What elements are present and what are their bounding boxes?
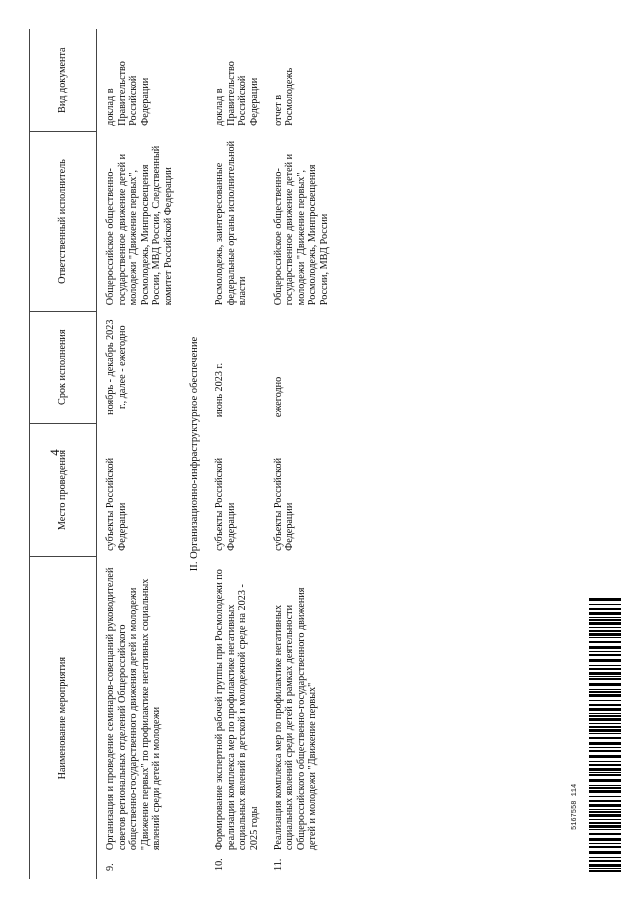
row-place: субъекты Российской Федерации [272, 457, 296, 551]
row-responsible: Общероссийское общественно-государственное движение детей и молодежи "Движение первых", Росмолодежь, Минпросвещения России, МВД России [272, 153, 330, 306]
row-name: Организация и проведение семинаров-совещаний руководителей советов региональных отделений Общероссийского общественно-государственного движения детей и молодежи "Движение первых" по профилактике негативных социальных явлений среди детей и молодежи [105, 567, 163, 851]
row-number: 11. [272, 858, 284, 871]
section-title: II. Организационно-инфраструктурное обеспечение [188, 336, 200, 572]
column-header-doc: Вид документа [30, 29, 97, 132]
row-deadline: ноябрь - декабрь 2023 г., далее - ежегодно [105, 319, 128, 415]
row-number: 9. [105, 863, 116, 871]
section-row [179, 29, 207, 879]
row-name: Формирование экспертной рабочей группы при Росмолодежи по реализации комплекса мер по профилактике негативных социальных явлений в детской и молодежной среде на 2023 - 2025 годы [214, 569, 260, 851]
table-row [206, 29, 264, 879]
row-responsible: Общероссийское общественно-государственное движение детей и молодежи "Движение первых", Росмолодежь, Минпросвещения России, МВД России, Следственный комитет Российской Федерации [105, 145, 174, 306]
row-responsible: Росмолодежь, заинтересованные федеральные органы исполнительной власти [214, 140, 249, 306]
page-number: 4 [47, 449, 62, 456]
barcode-image [589, 598, 621, 873]
measures-table [29, 29, 335, 879]
row-number: 10. [214, 858, 226, 871]
column-header-place: Место проведения [30, 423, 97, 557]
column-header-responsible: Ответственный исполнитель [30, 132, 97, 311]
row-doc: доклад в Правительство Российской Федерации [105, 61, 151, 126]
column-header-name: Наименование мероприятия [30, 557, 97, 879]
column-header-deadline: Срок исполнения [30, 311, 97, 423]
table-row [265, 29, 335, 879]
row-deadline: июнь 2023 г. [214, 362, 226, 418]
row-place: субъекты Российской Федерации [105, 457, 128, 551]
row-doc: доклад в Правительство Российской Федерации [214, 61, 260, 126]
table-row [97, 29, 179, 879]
table-header-row [30, 29, 97, 879]
row-doc: отчет в Росмолодежь [272, 67, 296, 126]
row-name: Реализация комплекса мер по профилактике негативных социальных явлений среди детей в рамках деятельности Общероссийского общественно-государственного движения детей и молодежи "Движение первых" [272, 587, 319, 851]
row-place: субъекты Российской Федерации [214, 457, 237, 551]
barcode-number: 5167558 114 [571, 783, 579, 830]
row-deadline: ежегодно [272, 376, 284, 418]
